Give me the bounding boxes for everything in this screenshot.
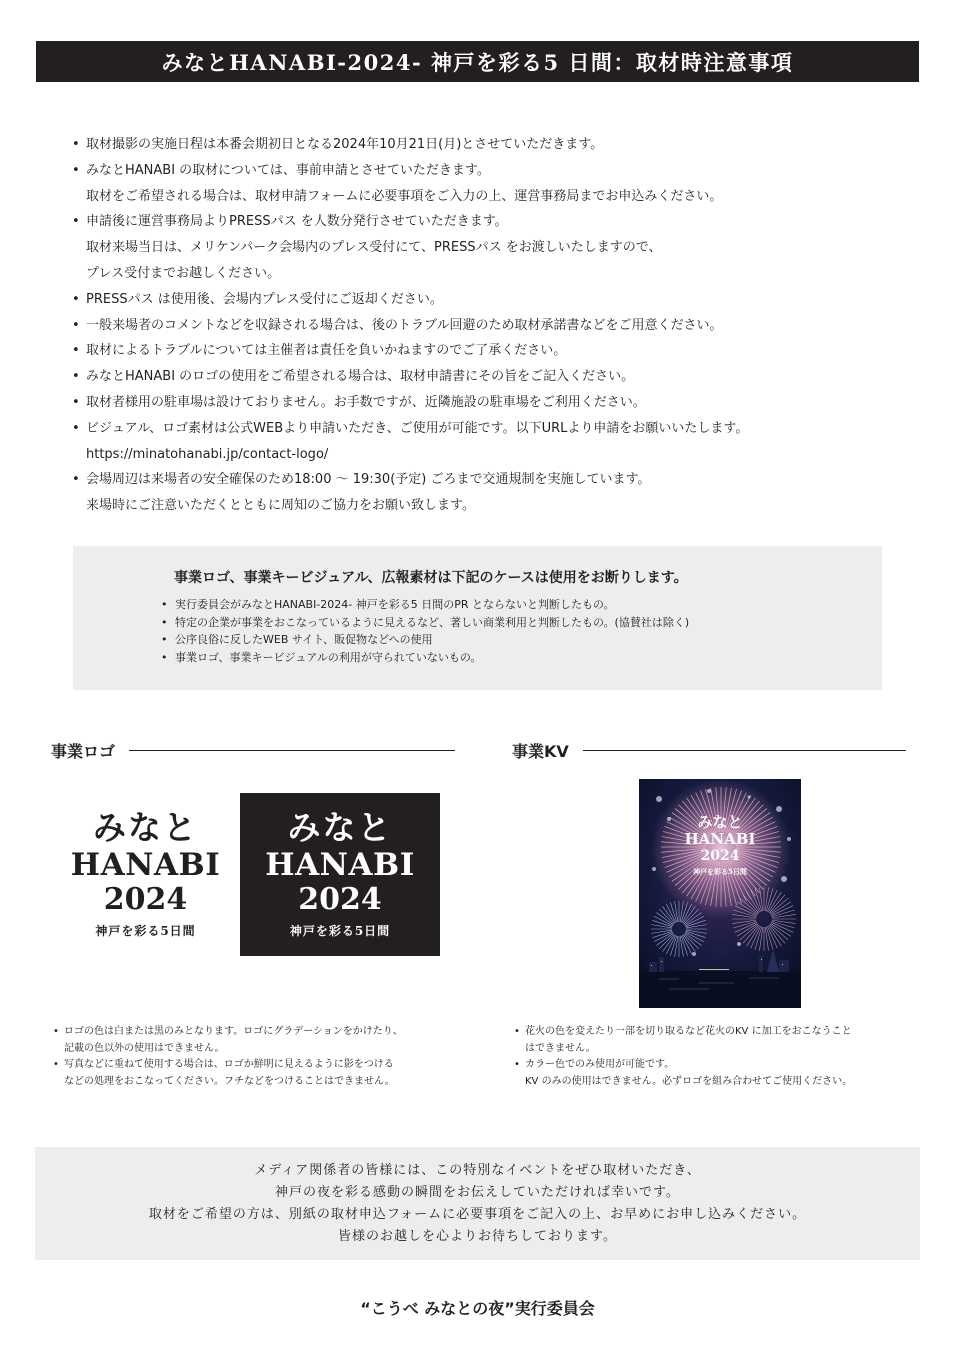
kv-logo	[639, 813, 801, 877]
sparkle-dot	[776, 806, 782, 812]
sparkle-dot	[692, 952, 696, 956]
message-line: 取材をご希望の方は、別紙の取材申込フォームに必要事項をご記入の上、お早めにお申し込みください。	[148, 1206, 807, 1222]
logo-section-heading	[51, 739, 455, 762]
kv-section-heading	[512, 739, 906, 762]
key-visual-image	[639, 779, 801, 1008]
logo-text-minato: みなと	[287, 807, 393, 847]
message-line: 神戸の夜を彩る感動の瞬間をお伝えしていただければ幸いです。	[275, 1184, 680, 1200]
list-item: • 会場周辺は来場者の安全確保のため18:00 ～ 19:30(予定) ごろまで交通規制を実施しています。 来場時にご注意いただくとともに周知のご協力をお願い致します。	[70, 467, 930, 519]
list-item: • 写真などに重ねて使用する場合は、ロゴか鮮明に見えるように影をつける などの処理をおこなってください。フチなどをつけることはできません。	[52, 1057, 403, 1090]
list-item: • 取材撮影の実施日程は本番会期初日となる2024年10月21日(月)とさせていただきます。	[70, 132, 930, 158]
logo-white-version	[51, 793, 240, 956]
logo-text-subtitle: 神戸を彩る5日間	[95, 923, 196, 938]
list-item: • みなとHANABI の取材については、事前申請とさせていただきます。 取材をご希望される場合は、取材申請フォームに必要事項をご入力の上、運営事務局までお申込みください。	[70, 158, 930, 210]
logo-text-hanabi: HANABI	[70, 846, 221, 883]
logo-black-version	[240, 793, 440, 956]
sparkle-dot	[748, 796, 751, 799]
list-item: • 花火の色を変えたり一部を切り取るなど花火のKV に加工をおこなうこと はできません。	[513, 1024, 852, 1057]
logo-request-url[interactable]: https://minatohanabi.jp/contact-logo/	[86, 446, 329, 462]
list-item: • 特定の企業が事業をおこなっているように見えるなど、著しい商業利用と判断したもの。(協賛社は除く)	[161, 614, 882, 632]
list-item: • 実行委員会がみなとHANABI-2024- 神戸を彩る5 日間のPR とならないと判断したもの。	[161, 596, 882, 614]
kv-logo-minato: みなと	[697, 813, 743, 831]
list-item: • 一般来場者のコメントなどを収録される場合は、後のトラブル回避のため取材承諾書などをご用意ください。	[70, 313, 930, 339]
organizer-name: “こうべ みなとの夜”実行委員会	[360, 1299, 595, 1318]
logo-text-minato: みなと	[93, 807, 198, 847]
sparkle-dot	[737, 942, 741, 946]
logo-text-subtitle: 神戸を彩る5日間	[289, 923, 391, 938]
sparkle-dot	[707, 789, 711, 793]
divider	[583, 750, 906, 751]
kv-logo-hanabi: HANABI	[684, 830, 756, 848]
list-item: • カラー色でのみ使用が可能です。 KV のみの使用はできません。必ずロゴを組み合わせてご使用ください。	[513, 1057, 852, 1090]
list-item: • 申請後に運営事務局よりPRESSパス を人数分発行させていただきます。 取材来場当日は、メリケンパーク会場内のプレス受付にて、PRESSパス をお渡しいたしますので、 プレス受付までお越しください。	[70, 209, 930, 286]
list-item: • みなとHANABI のロゴの使用をご希望される場合は、取材申請書にその旨をご記入ください。	[70, 364, 930, 390]
list-item: • 取材によるトラブルについては主催者は責任を負いかねますのでご了承ください。	[70, 338, 930, 364]
logo-usage-notes	[52, 1024, 403, 1090]
message-line: メディア関係者の皆様には、この特別なイベントをぜひ取材いただき、	[254, 1162, 701, 1178]
restriction-title: 事業ロゴ、事業キービジュアル、広報素材は下記のケースは使用をお断りします。	[174, 570, 688, 586]
page-title: みなとHANABI-2024- 神戸を彩る5 日間：取材時注意事項	[36, 41, 919, 82]
kv-logo-year: 2024	[700, 848, 740, 864]
media-message-box	[35, 1147, 920, 1260]
list-item: • PRESSパス は使用後、会場内プレス受付にご返却ください。	[70, 287, 930, 313]
usage-restriction-box	[73, 546, 882, 690]
restriction-list	[161, 596, 882, 666]
list-item: • 事業ロゴ、事業キービジュアルの利用が守られていないもの。	[161, 649, 882, 667]
list-item: • 公序良俗に反したWEB サイト、販促物などへの使用	[161, 631, 882, 649]
list-item: • ビジュアル、ロゴ素材は公式WEBより申請いただき、ご使用が可能です。以下URLより申請をお願いいたします。 https://minatohanabi.jp/contact-logo/	[70, 416, 930, 468]
kv-usage-notes	[513, 1024, 852, 1090]
kv-logo-subtitle: 神戸を彩る5日間	[693, 867, 747, 876]
list-item: • 取材者様用の駐車場は設けておりません。お手数ですが、近隣施設の駐車場をご利用ください。	[70, 390, 930, 416]
message-line: 皆様のお越しを心よりお待ちしております。	[338, 1228, 617, 1244]
kv-heading-label: 事業KV	[512, 742, 569, 761]
logo-text-hanabi: HANABI	[265, 846, 415, 883]
logo-text-year: 2024	[298, 881, 382, 917]
sparkle-dot	[656, 796, 662, 802]
logo-heading-label: 事業ロゴ	[51, 742, 116, 761]
press-notes-list	[70, 132, 930, 519]
list-item: • ロゴの色は白または黒のみとなります。ロゴにグラデーションをかけたり、 記載の色以外の使用はできません。	[52, 1024, 403, 1057]
divider	[129, 750, 455, 751]
logo-text-year: 2024	[103, 881, 188, 917]
